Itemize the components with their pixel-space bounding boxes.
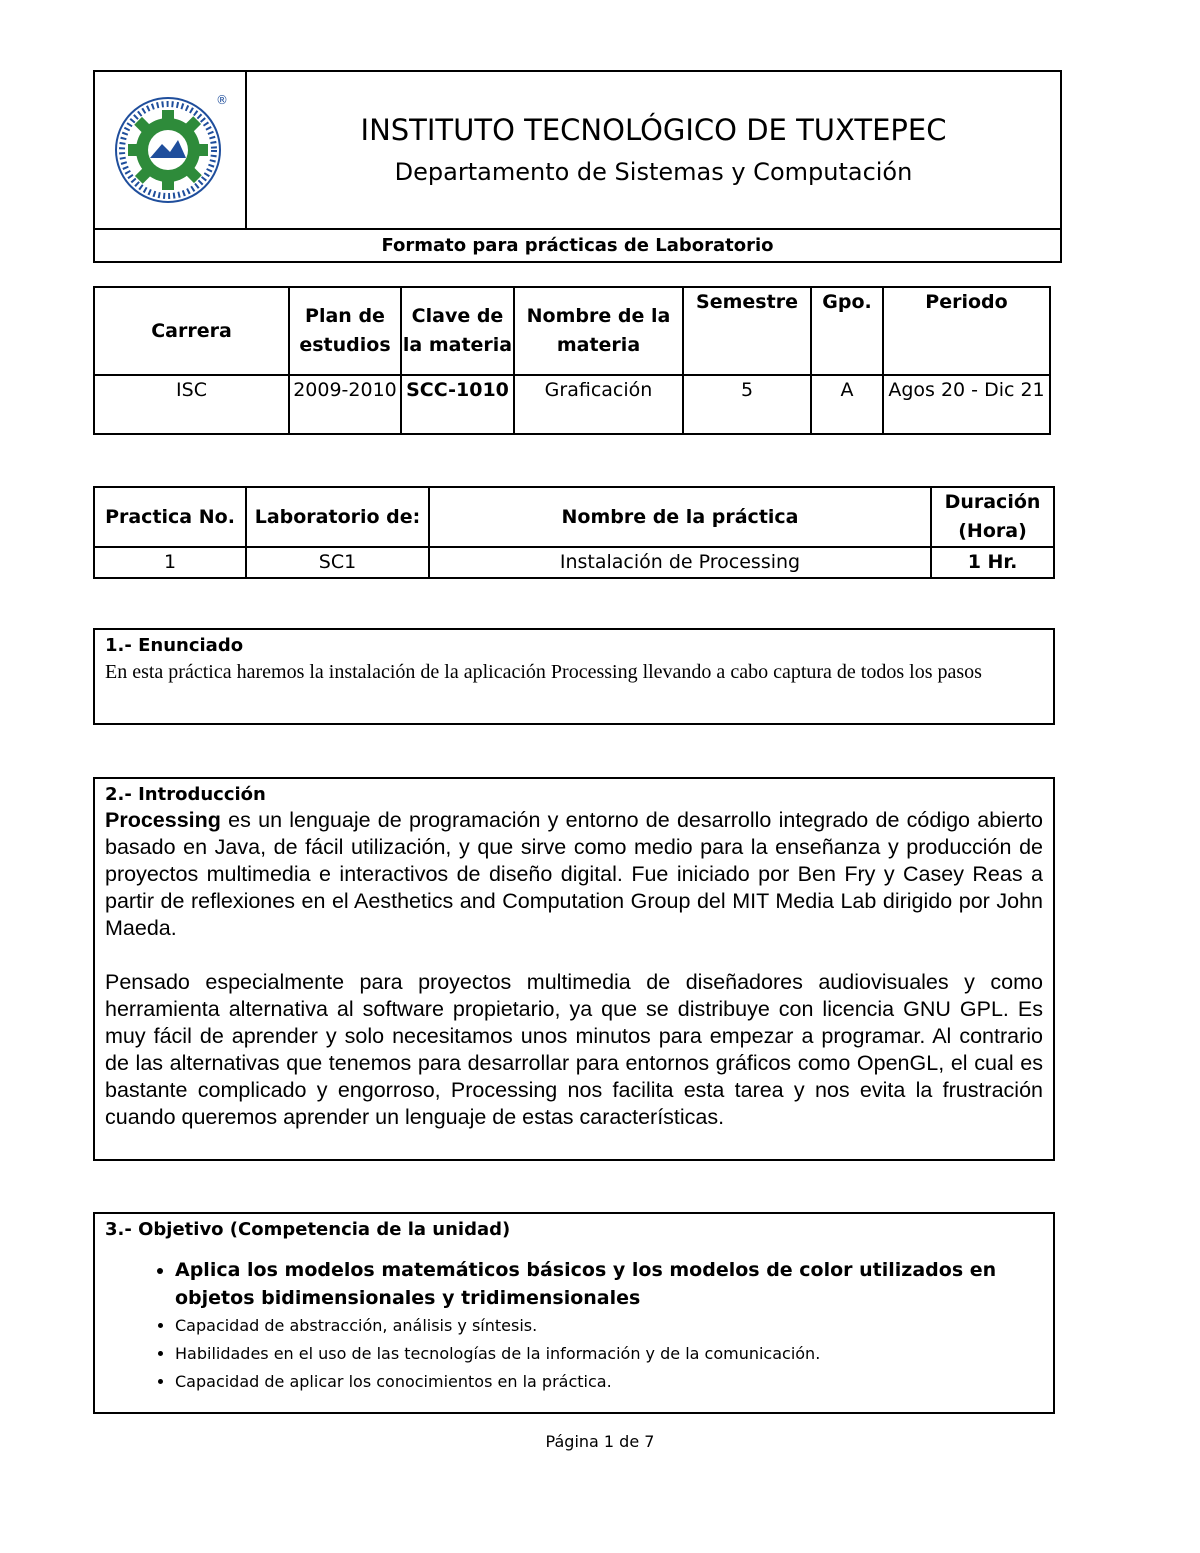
enunciado-title: 1.- Enunciado <box>105 635 244 656</box>
value-duracion: 1 Hr. <box>931 547 1054 578</box>
department-name: Departamento de Sistemas y Computación <box>394 158 913 186</box>
header-practica-no: Practica No. <box>94 487 246 547</box>
value-periodo: Agos 20 - Dic 21 <box>883 375 1050 434</box>
list-item: • Aplica los modelos matemáticos básicos y los modelos de color utilizados en objetos bidimensionales y tridimensionales <box>175 1256 1043 1312</box>
header-nombre-materia: Nombre de la materia <box>514 287 683 375</box>
value-laboratorio: SC1 <box>246 547 429 578</box>
value-nombre-materia: Graficación <box>514 375 683 434</box>
header-laboratorio: Laboratorio de: <box>246 487 429 547</box>
header-table <box>93 70 1062 263</box>
header-title-cell <box>246 71 1061 229</box>
list-item: • Capacidad de abstracción, análisis y síntesis. <box>175 1312 1043 1340</box>
objetivo-title: 3.- Objetivo (Competencia de la unidad) <box>105 1219 511 1240</box>
value-gpo: A <box>811 375 883 434</box>
header-clave: Clave de la materia <box>401 287 514 375</box>
value-nombre-practica: Instalación de Processing <box>429 547 931 578</box>
page-number: Página 1 de 7 <box>545 1432 655 1451</box>
header-gpo: Gpo. <box>811 287 883 375</box>
objetivo-section <box>93 1212 1055 1414</box>
header-carrera: Carrera <box>94 287 289 375</box>
header-duracion: Duración (Hora) <box>931 487 1054 547</box>
registered-mark: ® <box>216 92 228 107</box>
institution-name: INSTITUTO TECNOLÓGICO DE TUXTEPEC <box>360 113 947 147</box>
format-title: Formato para prácticas de Laboratorio <box>94 229 1061 262</box>
logo-cell <box>94 71 246 229</box>
course-info-table <box>93 286 1051 435</box>
list-item: • Capacidad de aplicar los conocimientos en la práctica. <box>175 1368 1043 1396</box>
institution-gear-logo-icon <box>110 88 230 208</box>
processing-lead: Processing <box>105 808 221 832</box>
header-periodo: Periodo <box>883 287 1050 375</box>
enunciado-text: En esta práctica haremos la instalación de la aplicación Processing llevando a cabo captura de todos los pasos <box>105 661 982 683</box>
practice-table <box>93 486 1055 579</box>
enunciado-section <box>93 628 1055 725</box>
introduccion-title: 2.- Introducción <box>105 784 266 805</box>
value-semestre: 5 <box>683 375 811 434</box>
introduccion-section <box>93 777 1055 1161</box>
list-item: • Habilidades en el uso de las tecnologías de la información y de la comunicación. <box>175 1340 1043 1368</box>
value-plan: 2009-2010 <box>289 375 401 434</box>
value-carrera: ISC <box>94 375 289 434</box>
header-plan: Plan de estudios <box>289 287 401 375</box>
introduccion-paragraph-1 <box>105 807 1043 942</box>
introduccion-paragraph-1-text: es un lenguaje de programación y entorno de desarrollo integrado de código abierto basado en Java, de fácil utilización, y que sirve como medio para la enseñanza y producción de proyectos multimedia e interactivos de diseño digital. Fue iniciado por Ben Fry y Casey Reas a partir de reflexiones en el Aesthetics and Computation Group del MIT Media Lab dirigido por John Maeda. <box>105 808 1043 940</box>
objetivo-list <box>105 1256 1043 1396</box>
header-nombre-practica: Nombre de la práctica <box>429 487 931 547</box>
value-practica-no: 1 <box>94 547 246 578</box>
header-semestre: Semestre <box>683 287 811 375</box>
introduccion-paragraph-2: Pensado especialmente para proyectos multimedia de diseñadores audiovisuales y como herramienta alternativa al software propietario, ya que se distribuye con licencia GNU GPL. Es muy fácil de aprender y solo necesitamos unos minutos para empezar a programar. Al contrario de las alternativas que tenemos para desarrollar para entornos gráficos como OpenGL, el cual es bastante complicado y engorroso, Processing nos facilita esta tarea y nos evita la frustración cuando queremos aprender un lenguaje de estas características. <box>105 970 1043 1129</box>
value-clave: SCC-1010 <box>401 375 514 434</box>
